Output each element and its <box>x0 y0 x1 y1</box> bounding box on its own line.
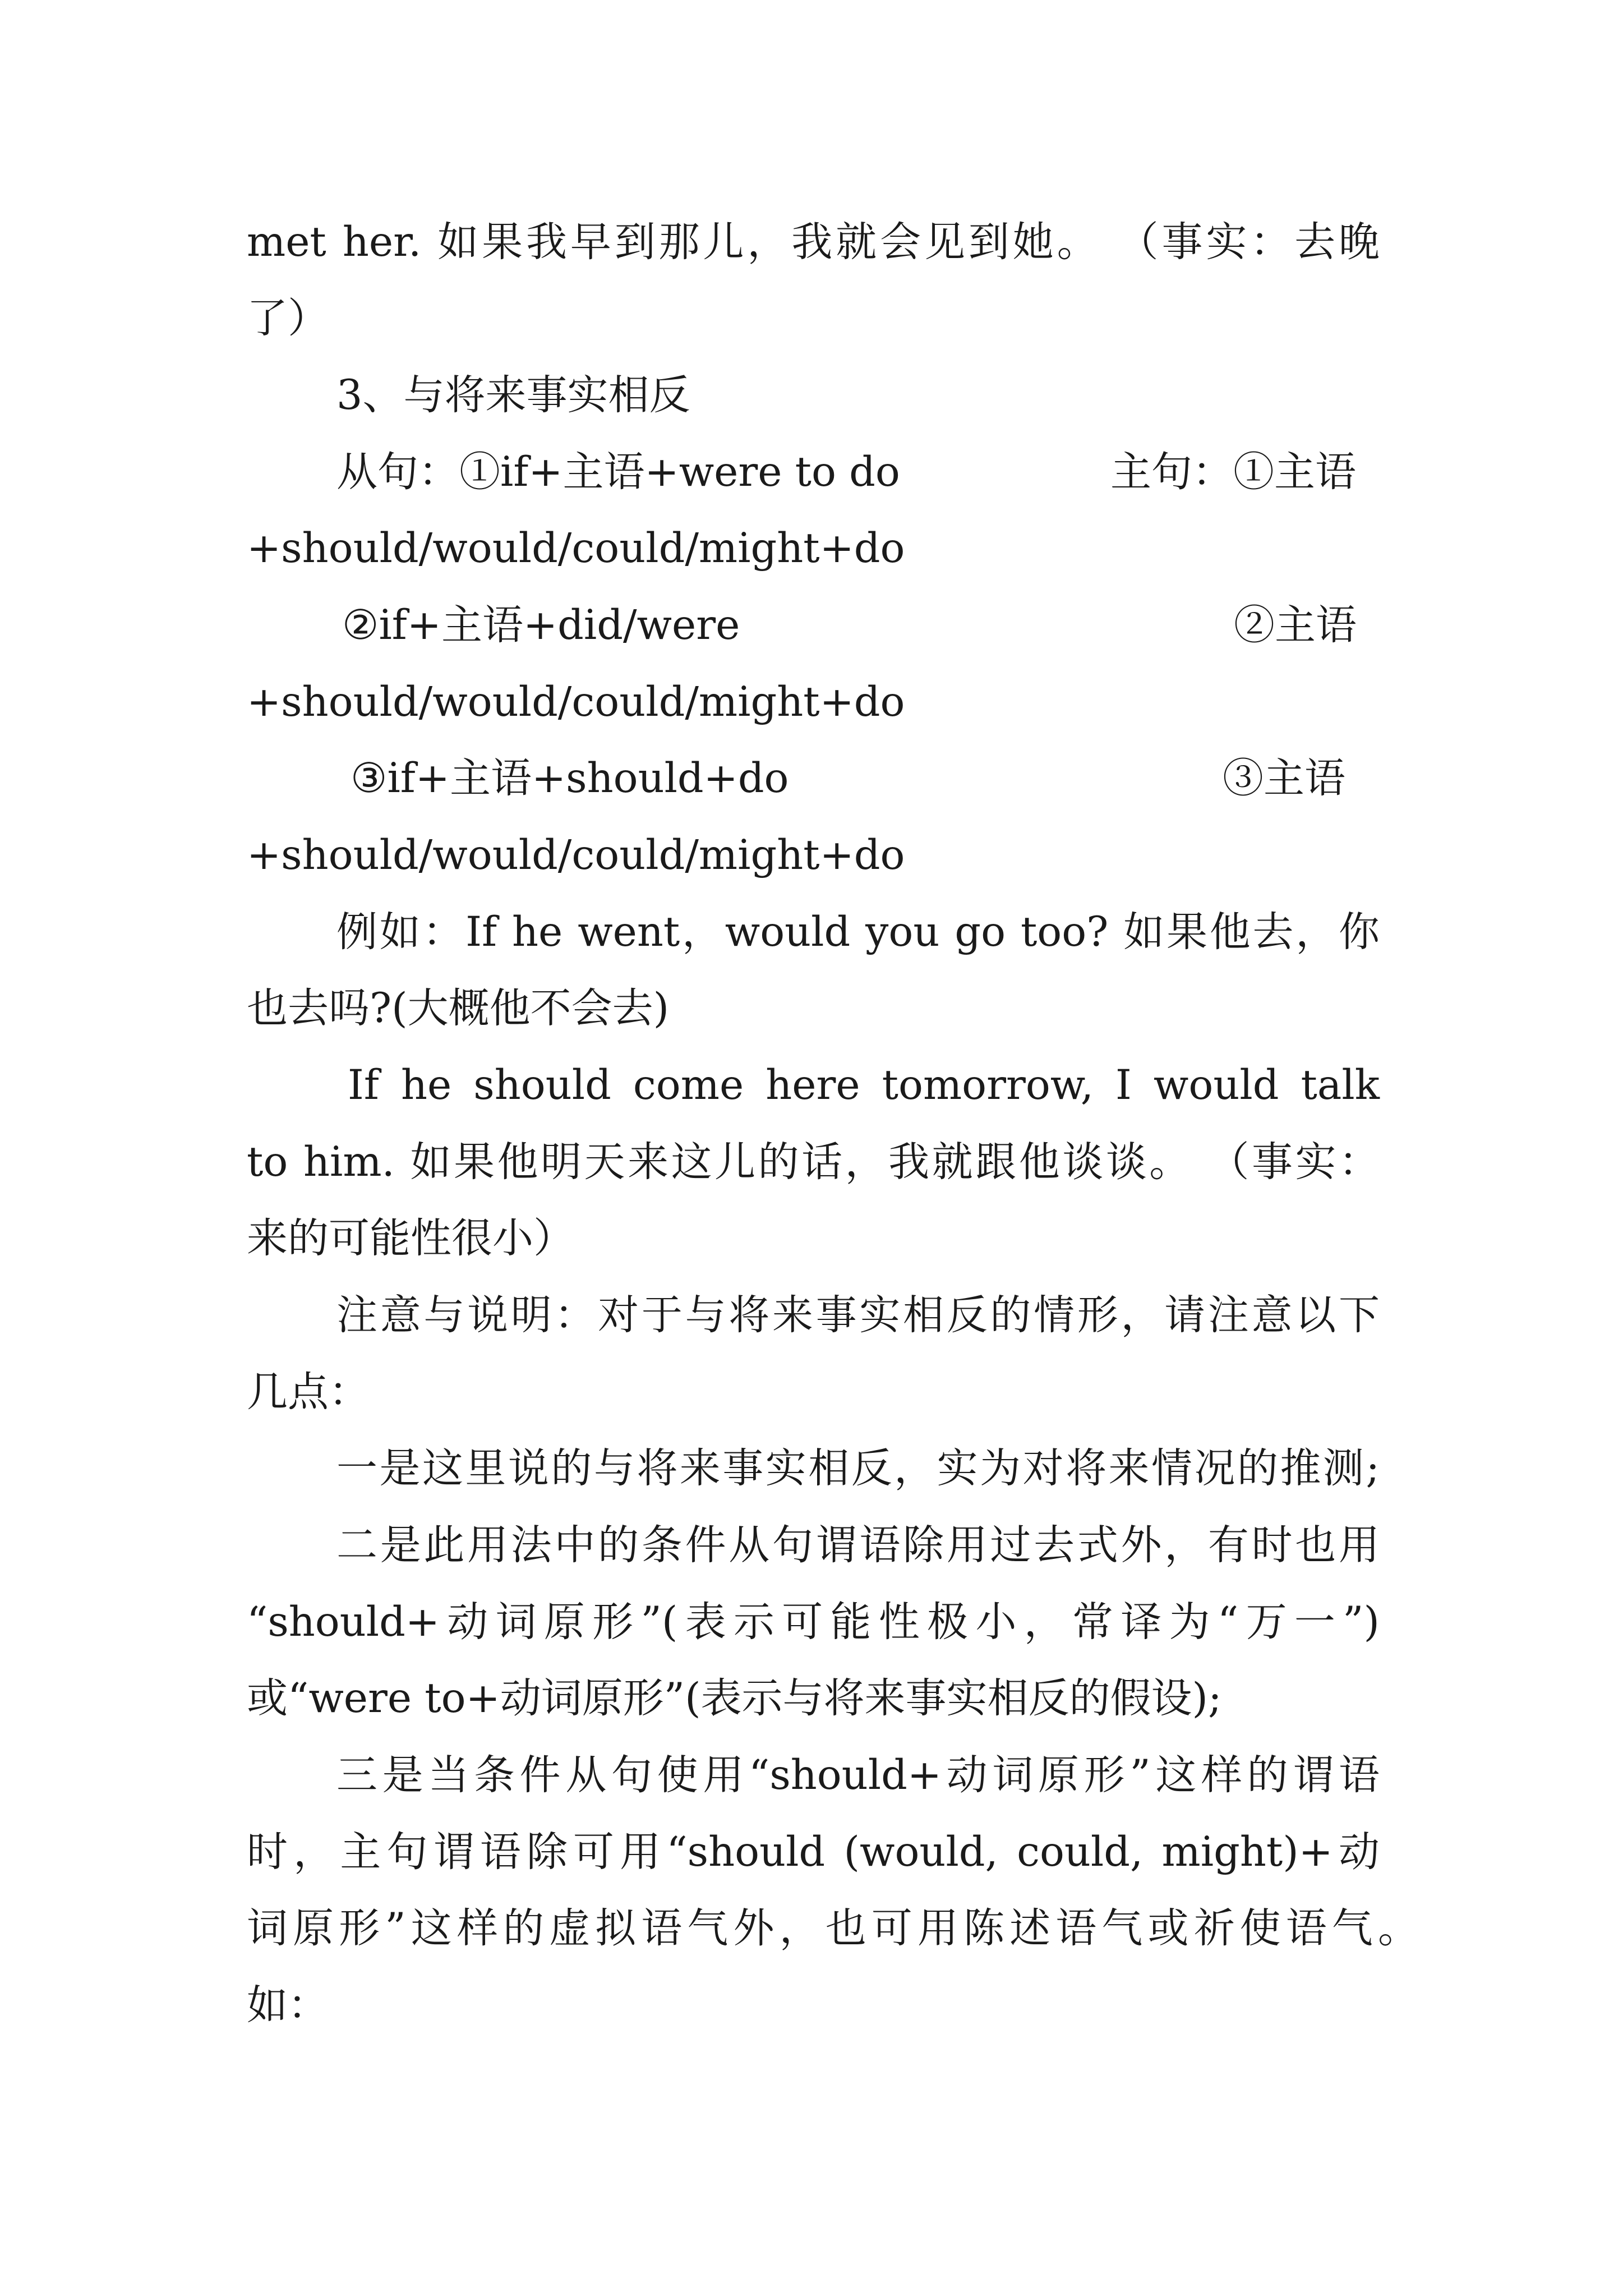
text-line: 一是这里说的与将来事实相反，实为对将来情况的推测; <box>336 1444 1380 1492</box>
text-line: 了） <box>247 295 329 342</box>
text-line: 或“were to+动词原形”(表示与将来事实相反的假设); <box>247 1674 1222 1722</box>
text-line: 注意与说明：对于与将来事实相反的情形，请注意以下 <box>336 1291 1380 1339</box>
text-line: 几点： <box>247 1368 370 1416</box>
text-line: met her. 如果我早到那儿，我就会见到她。 （事实：去晚 <box>247 218 1380 266</box>
text-line: 词原形”这样的虚拟语气外，也可用陈述语气或祈使语气。 <box>247 1904 1419 1952</box>
text-line: ②主语 <box>1234 601 1357 649</box>
text-line: 主句：①主语 <box>1110 448 1356 496</box>
text-line: 来的可能性很小） <box>247 1214 574 1262</box>
text-line: 例如：If he went，would you go too? 如果他去，你 <box>336 908 1380 956</box>
text-line: 时，主句谓语除可用“should (would, could, might)+动 <box>247 1828 1380 1876</box>
text-line: ③主语 <box>1223 754 1345 802</box>
text-line: “should+动词原形”(表示可能性极小，常译为“万一”) <box>247 1598 1380 1646</box>
text-line: If he should come here tomorrow, I would talk <box>348 1061 1380 1109</box>
text-line: +should/would/could/might+do <box>247 678 905 726</box>
text-line: 从句：①if+主语+were to do <box>336 448 900 496</box>
text-line: +should/would/could/might+do <box>247 524 905 572</box>
text-line: ②if+主语+did/were <box>342 601 740 649</box>
text-line: 3、与将来事实相反 <box>336 371 690 419</box>
text-line: 也去吗?(大概他不会去) <box>247 984 670 1032</box>
text-line: 如： <box>247 1981 329 2029</box>
text-line: 三是当条件从句使用“should+动词原形”这样的谓语 <box>336 1751 1380 1799</box>
text-line: 二是此用法中的条件从句谓语除用过去式外，有时也用 <box>336 1521 1380 1569</box>
text-line: +should/would/could/might+do <box>247 831 905 879</box>
text-line: to him. 如果他明天来这儿的话，我就跟他谈谈。 （事实： <box>247 1138 1380 1186</box>
text-line: ③if+主语+should+do <box>351 754 789 802</box>
